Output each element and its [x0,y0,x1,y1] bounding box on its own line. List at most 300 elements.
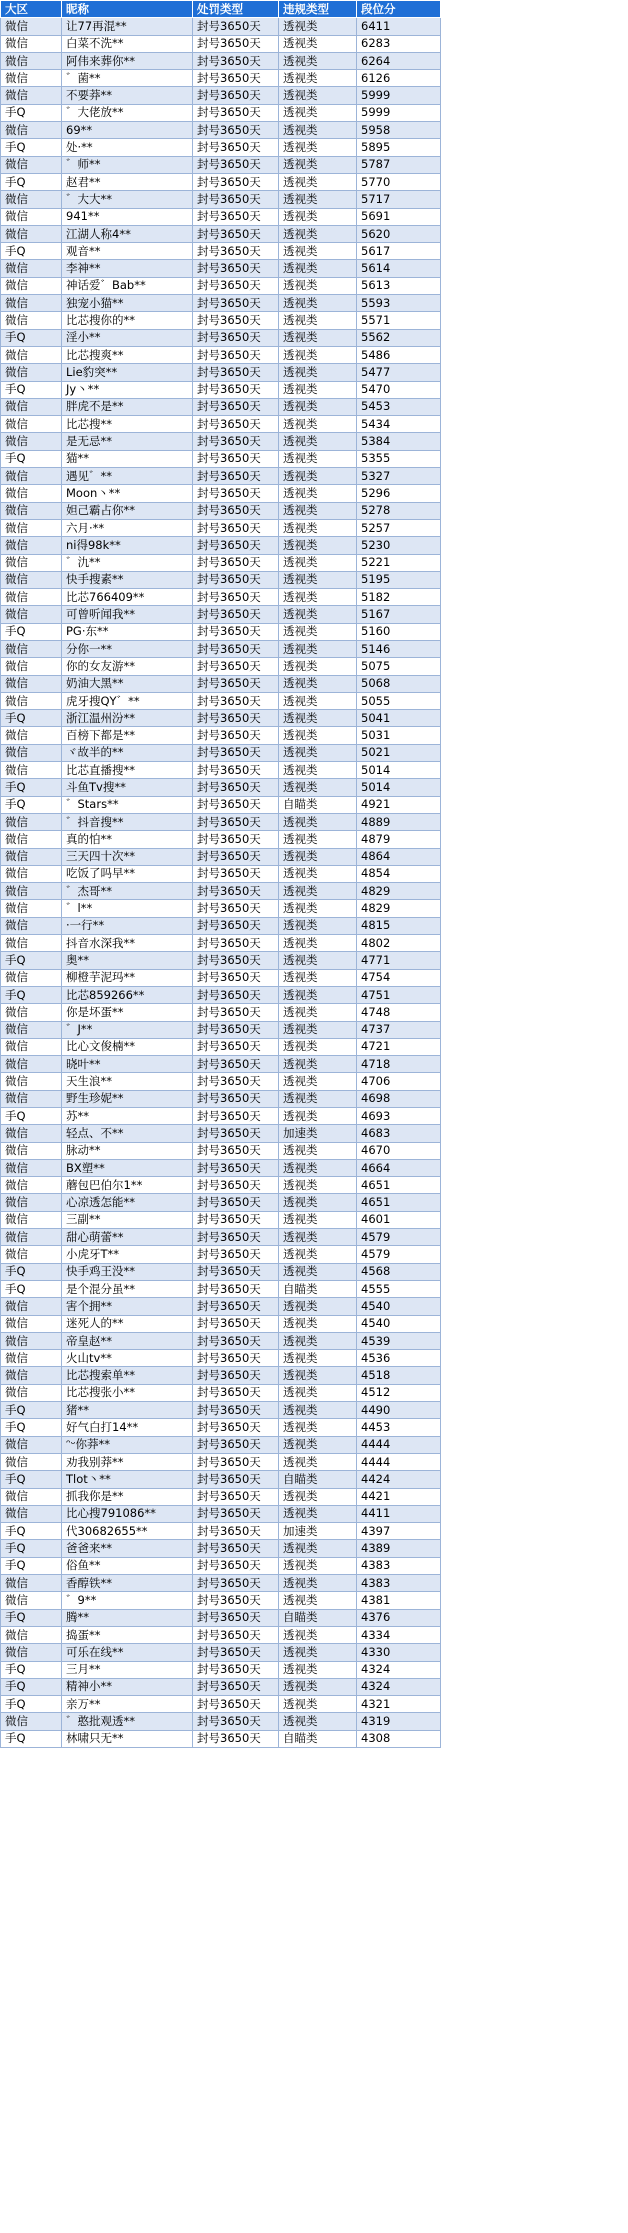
cell-penalty-type: 封号3650天 [193,727,279,744]
cell-region: 微信 [1,1194,62,1211]
cell-penalty-type: 封号3650天 [193,1038,279,1055]
cell-region: 微信 [1,969,62,986]
cell-region: 手Q [1,381,62,398]
cell-region: 微信 [1,1229,62,1246]
table-row [1,519,441,536]
cell-penalty-type: 封号3650天 [193,364,279,381]
cell-rank-score: 4693 [357,1108,441,1125]
table-row [1,1592,441,1609]
cell-nickname: 腾** [62,1609,193,1626]
cell-penalty-type: 封号3650天 [193,1488,279,1505]
cell-nickname: 斗鱼Tv搜** [62,779,193,796]
cell-penalty-type: 封号3650天 [193,260,279,277]
cell-nickname: 火山tv** [62,1350,193,1367]
table-row [1,1263,441,1280]
table-header [1,1,441,18]
cell-region: 微信 [1,1315,62,1332]
cell-violation-type: 透视类 [279,87,357,104]
table-row [1,796,441,813]
cell-violation-type: 自瞄类 [279,1471,357,1488]
table-row [1,917,441,934]
cell-violation-type: 透视类 [279,658,357,675]
cell-penalty-type: 封号3650天 [193,1332,279,1349]
table-row [1,156,441,173]
cell-violation-type: 透视类 [279,1021,357,1038]
cell-penalty-type: 封号3650天 [193,969,279,986]
cell-region: 微信 [1,1488,62,1505]
table-row [1,986,441,1003]
cell-rank-score: 5327 [357,468,441,485]
cell-violation-type: 透视类 [279,900,357,917]
cell-violation-type: 透视类 [279,623,357,640]
cell-region: 手Q [1,1108,62,1125]
table-row [1,571,441,588]
cell-nickname: 可曾听闻我** [62,606,193,623]
cell-violation-type: 透视类 [279,1177,357,1194]
cell-penalty-type: 封号3650天 [193,450,279,467]
cell-region: 微信 [1,658,62,675]
cell-rank-score: 4536 [357,1350,441,1367]
cell-nickname: 爸爸来** [62,1540,193,1557]
table-row [1,1315,441,1332]
cell-region: 手Q [1,1678,62,1695]
cell-nickname: 快手搜素** [62,571,193,588]
cell-penalty-type: 封号3650天 [193,1402,279,1419]
cell-violation-type: 透视类 [279,519,357,536]
cell-penalty-type: 封号3650天 [193,1678,279,1695]
cell-nickname: Tlot丶** [62,1471,193,1488]
cell-rank-score: 5470 [357,381,441,398]
cell-nickname: ヾ故半的** [62,744,193,761]
cell-nickname: 代30682655** [62,1523,193,1540]
cell-rank-score: 4389 [357,1540,441,1557]
cell-penalty-type: 封号3650天 [193,571,279,588]
cell-region: 微信 [1,537,62,554]
cell-violation-type: 透视类 [279,1661,357,1678]
cell-violation-type: 透视类 [279,1108,357,1125]
cell-region: 微信 [1,519,62,536]
cell-violation-type: 透视类 [279,1315,357,1332]
table-row [1,554,441,571]
cell-violation-type: 透视类 [279,969,357,986]
cell-region: 手Q [1,1696,62,1713]
table-row [1,1021,441,1038]
table-row [1,312,441,329]
table-row [1,1211,441,1228]
cell-violation-type: 透视类 [279,1038,357,1055]
cell-nickname: ゛J** [62,1021,193,1038]
cell-penalty-type: 封号3650天 [193,416,279,433]
cell-violation-type: 透视类 [279,710,357,727]
cell-rank-score: 4670 [357,1142,441,1159]
cell-rank-score: 5895 [357,139,441,156]
table-row [1,813,441,830]
cell-nickname: 吃饭了吗早** [62,865,193,882]
cell-region: 微信 [1,1298,62,1315]
cell-nickname: 不要莽** [62,87,193,104]
table-row [1,779,441,796]
cell-region: 微信 [1,675,62,692]
table-row [1,1696,441,1713]
cell-penalty-type: 封号3650天 [193,710,279,727]
cell-rank-score: 5031 [357,727,441,744]
cell-violation-type: 透视类 [279,1505,357,1522]
cell-violation-type: 透视类 [279,1575,357,1592]
cell-rank-score: 5146 [357,640,441,657]
cell-region: 微信 [1,1626,62,1643]
cell-penalty-type: 封号3650天 [193,1159,279,1176]
cell-penalty-type: 封号3650天 [193,519,279,536]
table-row [1,1229,441,1246]
cell-penalty-type: 封号3650天 [193,1644,279,1661]
cell-nickname: 蘑包巴伯尔1** [62,1177,193,1194]
cell-rank-score: 4421 [357,1488,441,1505]
cell-violation-type: 透视类 [279,312,357,329]
cell-violation-type: 透视类 [279,1713,357,1730]
cell-rank-score: 4815 [357,917,441,934]
cell-rank-score: 4721 [357,1038,441,1055]
cell-nickname: 观音** [62,243,193,260]
cell-nickname: 甜心萌蕾** [62,1229,193,1246]
cell-penalty-type: 封号3650天 [193,52,279,69]
cell-penalty-type: 封号3650天 [193,1661,279,1678]
cell-region: 微信 [1,589,62,606]
cell-nickname: 比芯搜爽** [62,346,193,363]
cell-region: 微信 [1,1505,62,1522]
cell-nickname: 精神小** [62,1678,193,1695]
cell-penalty-type: 封号3650天 [193,762,279,779]
cell-rank-score: 5617 [357,243,441,260]
table-row [1,727,441,744]
cell-rank-score: 4737 [357,1021,441,1038]
cell-nickname: 比芯859266** [62,986,193,1003]
cell-penalty-type: 封号3650天 [193,1315,279,1332]
table-row [1,191,441,208]
cell-penalty-type: 封号3650天 [193,623,279,640]
cell-nickname: 神话爱゛Bab** [62,277,193,294]
cell-violation-type: 透视类 [279,1644,357,1661]
table-row [1,173,441,190]
table-row [1,1367,441,1384]
cell-penalty-type: 封号3650天 [193,156,279,173]
cell-violation-type: 透视类 [279,1696,357,1713]
cell-violation-type: 透视类 [279,398,357,415]
cell-violation-type: 透视类 [279,554,357,571]
cell-violation-type: 透视类 [279,502,357,519]
cell-rank-score: 4664 [357,1159,441,1176]
cell-nickname: ᵔᵕ你莽** [62,1436,193,1453]
cell-nickname: 941** [62,208,193,225]
cell-nickname: ゛大佬放** [62,104,193,121]
cell-region: 微信 [1,191,62,208]
table-row [1,1505,441,1522]
table-row [1,243,441,260]
cell-nickname: ゛Stars** [62,796,193,813]
cell-nickname: 三月** [62,1661,193,1678]
cell-region: 微信 [1,1073,62,1090]
cell-penalty-type: 封号3650天 [193,329,279,346]
cell-nickname: 香醇铁** [62,1575,193,1592]
table-row [1,1298,441,1315]
cell-rank-score: 4330 [357,1644,441,1661]
cell-region: 手Q [1,173,62,190]
cell-violation-type: 透视类 [279,295,357,312]
cell-penalty-type: 封号3650天 [193,1419,279,1436]
table-row [1,1453,441,1470]
cell-rank-score: 4864 [357,848,441,865]
cell-region: 微信 [1,468,62,485]
cell-region: 微信 [1,744,62,761]
cell-nickname: 猪** [62,1402,193,1419]
cell-violation-type: 透视类 [279,122,357,139]
cell-nickname: 妲己霸占你** [62,502,193,519]
cell-violation-type: 透视类 [279,139,357,156]
cell-violation-type: 自瞄类 [279,1730,357,1747]
cell-rank-score: 5477 [357,364,441,381]
cell-penalty-type: 封号3650天 [193,952,279,969]
cell-violation-type: 透视类 [279,1367,357,1384]
table-row [1,52,441,69]
cell-rank-score: 5562 [357,329,441,346]
cell-violation-type: 加速类 [279,1523,357,1540]
cell-region: 手Q [1,779,62,796]
cell-region: 手Q [1,450,62,467]
cell-violation-type: 透视类 [279,606,357,623]
cell-penalty-type: 封号3650天 [193,589,279,606]
cell-penalty-type: 封号3650天 [193,986,279,1003]
cell-region: 手Q [1,796,62,813]
cell-nickname: ゛9** [62,1592,193,1609]
cell-penalty-type: 封号3650天 [193,398,279,415]
cell-rank-score: 4751 [357,986,441,1003]
cell-region: 手Q [1,1471,62,1488]
cell-penalty-type: 封号3650天 [193,675,279,692]
cell-nickname: 是无忌** [62,433,193,450]
cell-nickname: 苏** [62,1108,193,1125]
cell-rank-score: 4383 [357,1557,441,1574]
cell-nickname: 独宠小猫** [62,295,193,312]
table-row [1,87,441,104]
table-row [1,1436,441,1453]
cell-region: 手Q [1,1661,62,1678]
cell-nickname: 野生珍妮** [62,1090,193,1107]
cell-penalty-type: 封号3650天 [193,1004,279,1021]
cell-rank-score: 4444 [357,1436,441,1453]
cell-region: 微信 [1,848,62,865]
cell-penalty-type: 封号3650天 [193,173,279,190]
cell-rank-score: 5041 [357,710,441,727]
cell-violation-type: 透视类 [279,1419,357,1436]
table-row [1,104,441,121]
cell-region: 微信 [1,865,62,882]
cell-rank-score: 4771 [357,952,441,969]
table-row [1,468,441,485]
cell-region: 微信 [1,52,62,69]
cell-region: 微信 [1,1592,62,1609]
cell-rank-score: 4921 [357,796,441,813]
cell-penalty-type: 封号3650天 [193,35,279,52]
cell-nickname: ゛抖音搜** [62,813,193,830]
cell-violation-type: 透视类 [279,329,357,346]
cell-violation-type: 透视类 [279,779,357,796]
cell-violation-type: 加速类 [279,1125,357,1142]
cell-nickname: 抓我你是** [62,1488,193,1505]
cell-nickname: 胖虎不是** [62,398,193,415]
table-row [1,450,441,467]
table-row [1,1575,441,1592]
cell-nickname: 白菜不洗** [62,35,193,52]
cell-rank-score: 4651 [357,1177,441,1194]
cell-region: 手Q [1,1263,62,1280]
cell-violation-type: 透视类 [279,52,357,69]
cell-rank-score: 4518 [357,1367,441,1384]
cell-violation-type: 透视类 [279,1090,357,1107]
cell-violation-type: 透视类 [279,1592,357,1609]
header-row [1,1,441,18]
cell-rank-score: 4334 [357,1626,441,1643]
cell-nickname: 帝皇赵** [62,1332,193,1349]
cell-penalty-type: 封号3650天 [193,502,279,519]
cell-region: 微信 [1,364,62,381]
cell-penalty-type: 封号3650天 [193,537,279,554]
cell-nickname: 处·** [62,139,193,156]
cell-penalty-type: 封号3650天 [193,1713,279,1730]
cell-rank-score: 4683 [357,1125,441,1142]
table-row [1,1644,441,1661]
cell-violation-type: 透视类 [279,1402,357,1419]
cell-nickname: 比芯搜张小** [62,1384,193,1401]
cell-rank-score: 4748 [357,1004,441,1021]
cell-region: 手Q [1,952,62,969]
cell-rank-score: 6264 [357,52,441,69]
cell-rank-score: 5770 [357,173,441,190]
cell-nickname: 比心搜791086** [62,1505,193,1522]
table-row [1,433,441,450]
cell-penalty-type: 封号3650天 [193,191,279,208]
table-row [1,848,441,865]
table-row [1,398,441,415]
cell-rank-score: 5999 [357,87,441,104]
cell-region: 微信 [1,1142,62,1159]
cell-region: 微信 [1,225,62,242]
cell-violation-type: 透视类 [279,381,357,398]
table-row [1,537,441,554]
cell-nickname: 69** [62,122,193,139]
cell-rank-score: 4383 [357,1575,441,1592]
cell-violation-type: 透视类 [279,640,357,657]
cell-rank-score: 4579 [357,1246,441,1263]
cell-rank-score: 4324 [357,1678,441,1695]
table-row [1,1159,441,1176]
cell-penalty-type: 封号3650天 [193,848,279,865]
cell-nickname: 浙江温州汾** [62,710,193,727]
cell-region: 手Q [1,243,62,260]
table-row [1,969,441,986]
cell-rank-score: 5571 [357,312,441,329]
cell-region: 微信 [1,1038,62,1055]
cell-nickname: 捣蛋** [62,1626,193,1643]
cell-region: 微信 [1,571,62,588]
table-row [1,260,441,277]
cell-penalty-type: 封号3650天 [193,1367,279,1384]
cell-nickname: Jy丶** [62,381,193,398]
cell-rank-score: 5613 [357,277,441,294]
cell-rank-score: 4376 [357,1609,441,1626]
table-row [1,416,441,433]
cell-region: 手Q [1,1419,62,1436]
cell-nickname: 百榜下都是** [62,727,193,744]
cell-nickname: 劝我别莽** [62,1453,193,1470]
table-row [1,1350,441,1367]
cell-nickname: 让77再混** [62,18,193,35]
cell-violation-type: 透视类 [279,35,357,52]
table-row [1,865,441,882]
cell-rank-score: 5257 [357,519,441,536]
cell-region: 微信 [1,1004,62,1021]
cell-region: 微信 [1,398,62,415]
table-row [1,502,441,519]
cell-rank-score: 5787 [357,156,441,173]
cell-rank-score: 5453 [357,398,441,415]
cell-violation-type: 透视类 [279,1488,357,1505]
cell-violation-type: 透视类 [279,260,357,277]
cell-nickname: 好气白打14** [62,1419,193,1436]
table-row [1,1090,441,1107]
cell-violation-type: 透视类 [279,450,357,467]
cell-region: 微信 [1,900,62,917]
table-row [1,1609,441,1626]
cell-penalty-type: 封号3650天 [193,1696,279,1713]
header-region: 大区 [1,1,62,18]
cell-region: 手Q [1,1280,62,1297]
table-row [1,658,441,675]
cell-violation-type: 透视类 [279,1332,357,1349]
cell-penalty-type: 封号3650天 [193,1471,279,1488]
table-row [1,122,441,139]
cell-region: 手Q [1,1730,62,1747]
cell-penalty-type: 封号3650天 [193,70,279,87]
cell-rank-score: 5999 [357,104,441,121]
cell-penalty-type: 封号3650天 [193,295,279,312]
cell-rank-score: 6283 [357,35,441,52]
cell-violation-type: 透视类 [279,1159,357,1176]
cell-region: 微信 [1,1713,62,1730]
cell-violation-type: 透视类 [279,1298,357,1315]
cell-violation-type: 透视类 [279,1004,357,1021]
cell-penalty-type: 封号3650天 [193,1090,279,1107]
cell-violation-type: 透视类 [279,744,357,761]
cell-penalty-type: 封号3650天 [193,1384,279,1401]
cell-penalty-type: 封号3650天 [193,312,279,329]
cell-nickname: 虎牙搜QY゛** [62,692,193,709]
table-row [1,589,441,606]
cell-rank-score: 5958 [357,122,441,139]
cell-rank-score: 4555 [357,1280,441,1297]
cell-penalty-type: 封号3650天 [193,779,279,796]
cell-region: 微信 [1,346,62,363]
cell-nickname: 奶油大黑** [62,675,193,692]
cell-region: 手Q [1,623,62,640]
cell-penalty-type: 封号3650天 [193,1626,279,1643]
table-row [1,710,441,727]
cell-violation-type: 透视类 [279,1056,357,1073]
cell-region: 微信 [1,433,62,450]
cell-nickname: 是个混分虽** [62,1280,193,1297]
cell-rank-score: 5614 [357,260,441,277]
cell-rank-score: 5055 [357,692,441,709]
table-row [1,1557,441,1574]
cell-penalty-type: 封号3650天 [193,1298,279,1315]
